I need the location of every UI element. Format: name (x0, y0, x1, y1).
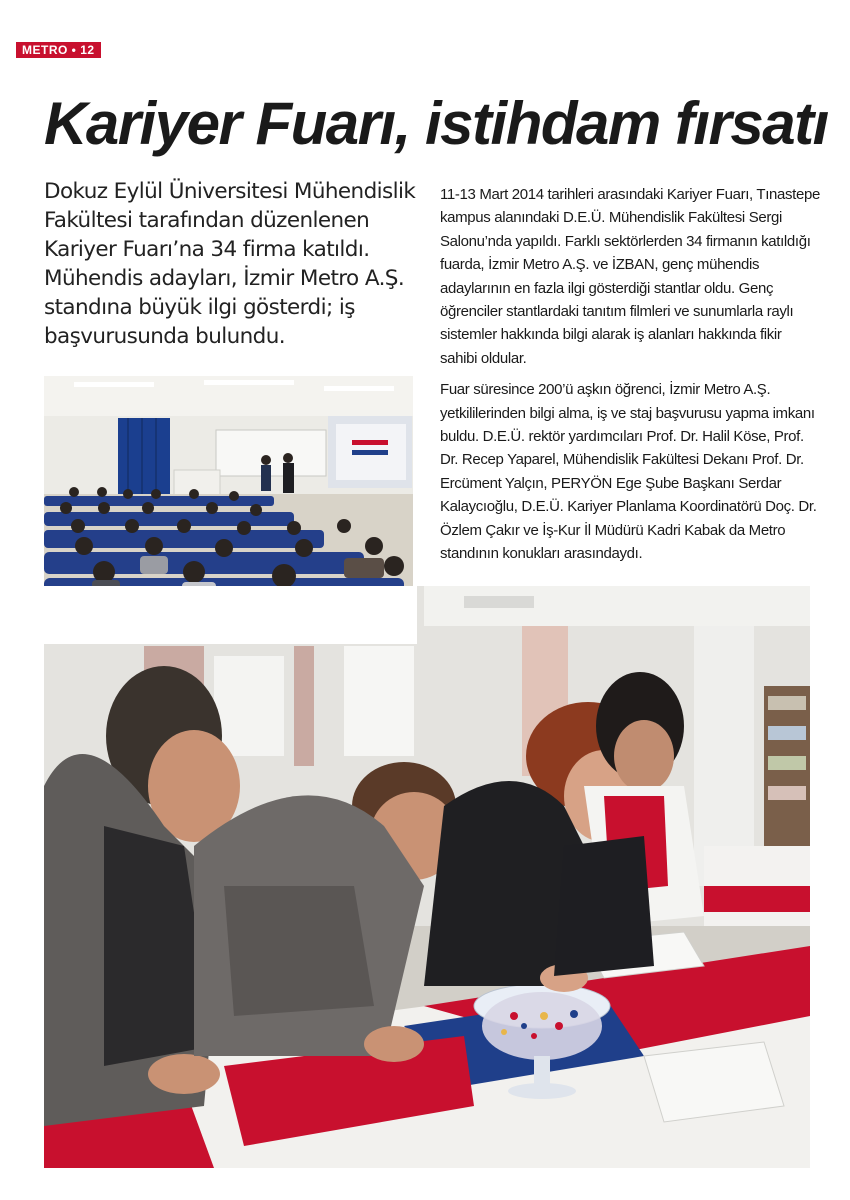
section-page-label: METRO • 12 (16, 42, 101, 58)
article-headline: Kariyer Fuarı, istihdam fırsatı (44, 90, 828, 157)
career-fair-booth-illustration (44, 586, 810, 1168)
booth-photo (44, 586, 810, 1168)
article-lead: Dokuz Eylül Üniversitesi Mühendislik Fakültesi tarafından düzenlenen Kariyer Fuarı’na 34 firma katıldı. Mühendis adayları, İzmir Metro A.Ş. standına büyük ilgi gösterdi; iş başvurusunda bulundu. (44, 179, 416, 349)
body-paragraph: Fuar süresince 200’ü aşkın öğrenci, İzmir Metro A.Ş. yetkililerinden bilgi alma, iş ve staj başvurusu yapma imkanı buldu. D.E.Ü. rektör yardımcıları Prof. Dr. Halil Köse, Prof. Dr. Recep Yaparel, Mühendislik Fakültesi Dekanı Prof. Dr. Ercüment Yalçın, PERYÖN Ege Şube Başkanı Serdar Kalaycıoğlu, D.E.Ü. Kariyer Planlama Koordinatörü Doç. Dr. Özlem Çakır ve İş-Kur İl Müdürü Kadri Kabak da Metro standının konukları arasındaydı. (440, 381, 817, 563)
body-paragraph: 11-13 Mart 2014 tarihleri arasındaki Kariyer Fuarı, Tınastepe kampus alanındaki D.E.Ü. Mühendislik Fakültesi Sergi Salonu’nda yapıldı. Farklı sektörlerden 34 firmanın katıldığı fuarda, İzmir Metro A.Ş. ve İZBAN, genç mühendis adaylarının en fazla ilgi gösterdiği stantlar oldu. Genç öğrenciler stantlardaki tanıtım filmleri ve sunumlarla raylı sistemler hakkında bilgi alarak iş alanları hakkında fikir sahibi oldular. (440, 186, 820, 367)
article-body (440, 183, 820, 566)
